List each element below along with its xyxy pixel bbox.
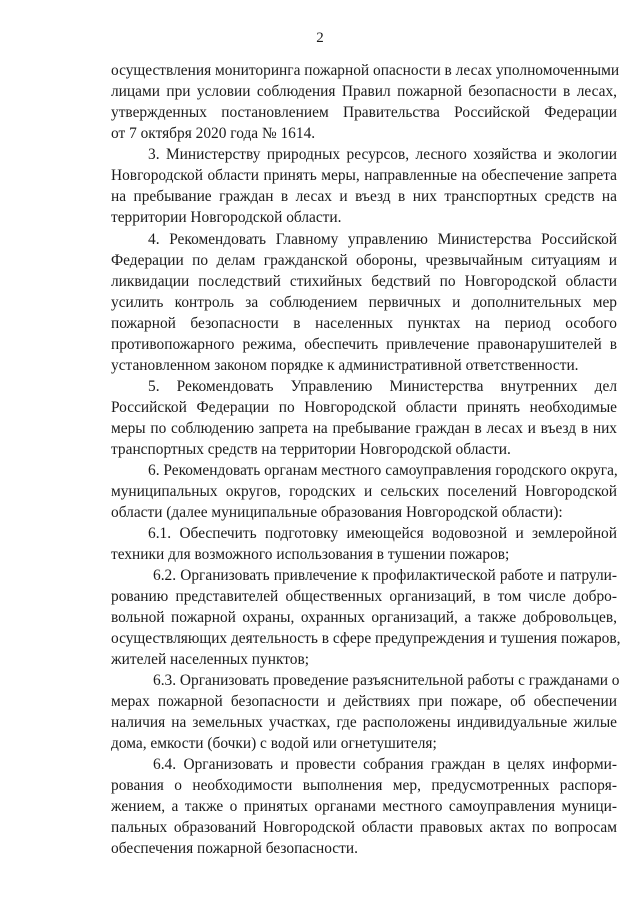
text-line: области (далее муниципальные образования Новгородской области): — [111, 504, 563, 521]
text-line: на пребывание граждан в лесах и въезд в них транспортных средств на — [111, 188, 617, 205]
text-line: установленном законом порядке к административной ответственности. — [111, 357, 579, 374]
text-line: вольной пожарной охраны, охранных организаций, а также добровольцев, — [111, 609, 617, 626]
text-line: 6.4. Организовать и провести собрания граждан в целях информи- — [153, 756, 617, 773]
text-line: рованию представителей общественных организаций, в том числе добро- — [111, 588, 617, 605]
text-line: пожарной безопасности в населенных пунктах на период особого — [111, 315, 617, 332]
text-line: жением, а также о принятых органами местного самоуправления муници- — [111, 798, 617, 815]
text-line: 6. Рекомендовать органам местного самоуправления городского округа, — [148, 462, 618, 479]
text-line: осуществляющих деятельность в сфере предупреждения и тушения пожаров, — [111, 630, 621, 647]
text-line: территории Новгородской области. — [111, 209, 342, 226]
text-line: Новгородской области принять меры, направленные на обеспечение запрета — [111, 167, 617, 184]
text-line: 3. Министерству природных ресурсов, лесного хозяйства и экологии — [148, 146, 617, 163]
text-line: 4. Рекомендовать Главному управлению Министерства Российской — [148, 231, 617, 248]
text-line: 6.1. Обеспечить подготовку имеющейся водовозной и землеройной — [148, 525, 617, 542]
text-line: Федерации по делам гражданской обороны, чрезвычайным ситуациям и — [111, 252, 617, 269]
text-line: утвержденных постановлением Правительства Российской Федерации — [111, 104, 617, 121]
text-line: 6.2. Организовать привлечение к профилактической работе и патрули- — [153, 567, 617, 584]
text-line: транспортных средств на территории Новгородской области. — [111, 441, 511, 458]
text-line: меры по соблюдению запрета на пребывание граждан в лесах и въезд в них — [111, 420, 617, 437]
text-line: мерах пожарной безопасности и действиях при пожаре, об обеспечении — [111, 693, 617, 710]
text-line: пальных образований Новгородской области правовых актах по вопросам — [111, 819, 617, 836]
text-line: ликвидации последствий стихийных бедствий по Новгородской области — [111, 273, 617, 290]
text-line: усилить контроль за соблюдением первичных и дополнительных мер — [111, 294, 617, 311]
text-line: противопожарного режима, обеспечить привлечение правонарушителей в — [111, 336, 617, 353]
text-line: осуществления мониторинга пожарной опасности в лесах уполномоченными — [111, 62, 620, 79]
text-line: наличия на земельных участках, где расположены индивидуальные жилые — [111, 714, 617, 731]
text-line: обеспечения пожарной безопасности. — [111, 840, 358, 857]
text-line: дома, емкости (бочки) с водой или огнетушителя; — [111, 735, 437, 752]
text-line: 5. Рекомендовать Управлению Министерства внутренних дел — [148, 378, 617, 395]
text-line: техники для возможного использования в тушении пожаров; — [111, 546, 510, 563]
text-line: от 7 октября 2020 года № 1614. — [111, 125, 316, 142]
text-line: жителей населенных пунктов; — [111, 651, 310, 668]
text-line: Российской Федерации по Новгородской области принять необходимые — [111, 399, 617, 416]
text-line: рования о необходимости выполнения мер, предусмотренных распоря- — [111, 777, 617, 794]
page-number: 2 — [316, 30, 324, 46]
text-line: 6.3. Организовать проведение разъяснительной работы с гражданами о — [153, 672, 620, 689]
text-line: лицами при условии соблюдения Правил пожарной безопасности в лесах, — [111, 83, 617, 100]
text-line: муниципальных округов, городских и сельских поселений Новгородской — [111, 483, 617, 500]
